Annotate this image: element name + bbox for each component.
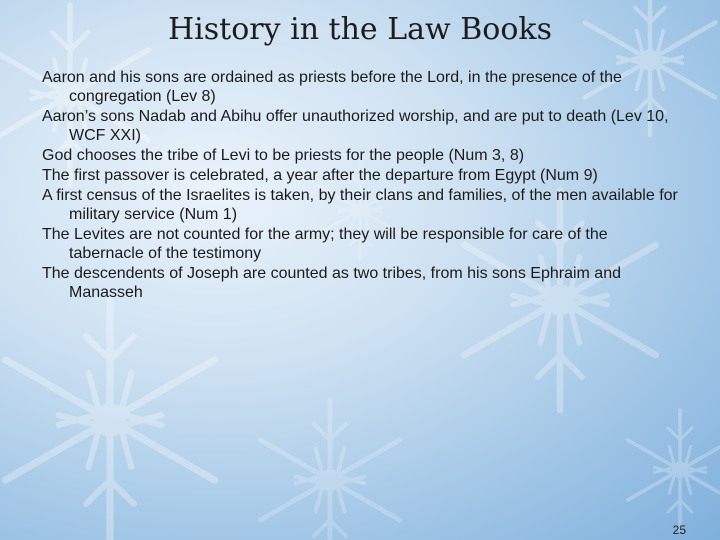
list-item: The descendents of Joseph are counted as two tribes, from his sons Ephraim and Manasseh <box>42 265 621 301</box>
list-item: The Levites are not counted for the army; they will be responsible for care of the tabernacle of the testimony <box>42 226 608 262</box>
page-number: 25 <box>672 523 686 537</box>
list-item: Aaron’s sons Nadab and Abihu offer unauthorized worship, and are put to death (Lev 10, WCF XXI) <box>42 108 669 144</box>
bullet-list <box>42 68 682 303</box>
slide-title: History in the Law Books <box>168 12 552 47</box>
list-item: The first passover is celebrated, a year after the departure from Egypt (Num 9) <box>42 167 598 184</box>
snowflake-icon <box>6 300 215 540</box>
list-item: God chooses the tribe of Levi to be priests for the people (Num 3, 8) <box>42 147 525 164</box>
snowflake-icon <box>628 410 720 530</box>
snowflake-icon <box>260 400 399 540</box>
list-item: Aaron and his sons are ordained as priests before the Lord, in the presence of the congregation (Lev 8) <box>42 69 622 105</box>
list-item: A first census of the Israelites is taken, by their clans and families, of the men available for military service (Num 1) <box>42 187 678 223</box>
